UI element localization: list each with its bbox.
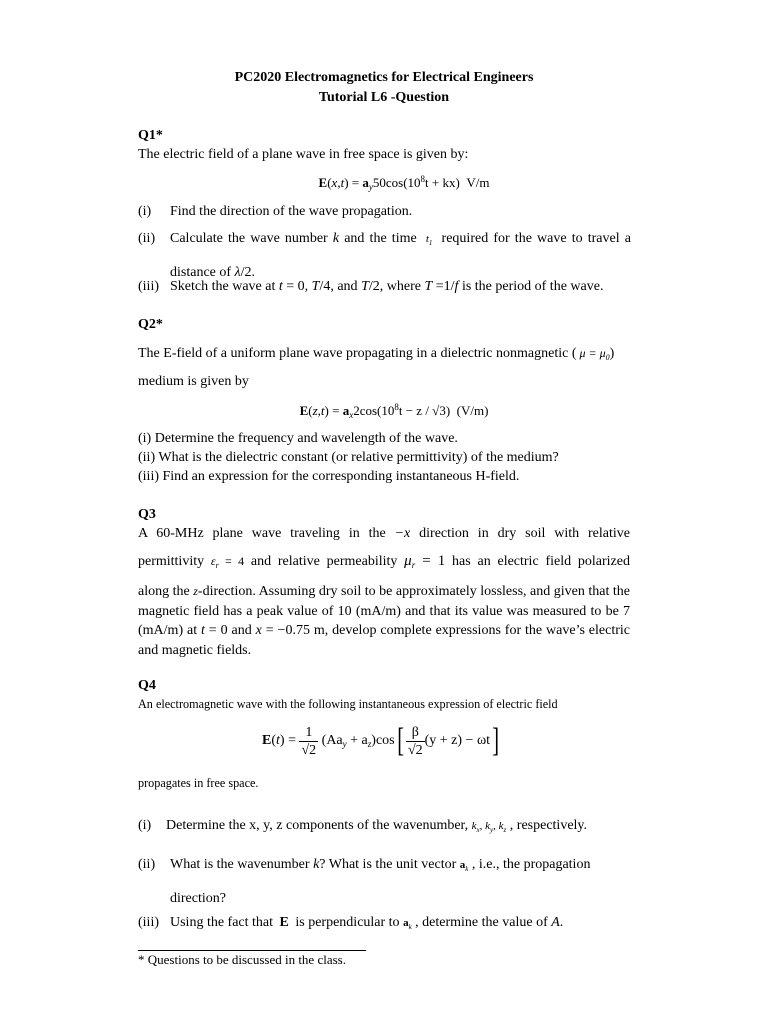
q3-line2-eps-sub: r: [215, 561, 219, 570]
q1-item-3-a: Sketch the wave at: [170, 279, 279, 294]
q1-item-3-c: /4, and: [319, 279, 362, 294]
q4-item-2: [138, 850, 633, 912]
q3-paragraph: [138, 582, 630, 660]
q4-eq-sub-y: y: [342, 739, 347, 749]
q2-eq-a: 2cos(10: [353, 403, 395, 418]
q3-line2-mu: μ: [404, 553, 412, 569]
q3-line3-b: -direction. Assuming dry soil to be approximately lossless, and given that the magnetic field has a peak value of 10 (mA/m) and that its value was measured to be 7 (mA/m) at: [138, 584, 630, 639]
q4-equation: E(t) = $\frac{1}{√2}$ $(Aa_y + a_z)\cos$[ $\frac{\beta}{√2}$ (y + z) − ωt]: [262, 722, 500, 759]
q1-eq-sub: y: [368, 182, 373, 192]
q4-item-1-ky-sub: y: [490, 826, 494, 834]
q1-item-3-T2: T: [361, 279, 369, 294]
q4-item-1-kz-sub: z: [503, 826, 507, 834]
q1-item-3-T4: T: [311, 279, 320, 294]
q4-item-3-num: (iii): [138, 915, 159, 930]
q3-line1-dir: −x: [394, 526, 411, 541]
q2-item-2: (ii) What is the dielectric constant (or relative permittivity) of the medium?: [138, 450, 559, 465]
q4-item-2-b: ? What is the unit vector: [319, 857, 460, 872]
q4-item-3-a: Using the fact that: [170, 915, 277, 930]
q1-item-3-t: t: [278, 279, 283, 294]
q2-intro-mu-sub: 0: [605, 353, 610, 362]
q4-eq-close: )cos: [371, 733, 395, 748]
q4-item-2-text: [170, 850, 631, 914]
q4-item-3: [138, 908, 633, 938]
q3-line2-a: permittivity: [138, 554, 211, 569]
q4-item-3-text: [170, 908, 631, 942]
q4-item-3-a-sub: k: [408, 923, 412, 931]
q4-item-2-a-vec: a: [459, 859, 466, 871]
q3-label: Q3: [138, 507, 156, 522]
q1-item-3-f-text: is the period of the wave.: [458, 279, 604, 294]
q3-line1-a: A 60-MHz plane wave traveling in the: [138, 526, 395, 541]
q4-item-2-a-sub: k: [465, 865, 469, 873]
q1-eq-exp: 8: [420, 174, 426, 184]
q1-item-3-num: (iii): [138, 279, 159, 294]
footnote: * Questions to be discussed in the class.: [138, 952, 346, 967]
q1-item-3: [138, 278, 633, 298]
q1-item-2-num: (ii): [138, 231, 156, 246]
q4-item-1-ky: k: [485, 820, 491, 832]
q4-outro: propagates in free space.: [138, 776, 259, 790]
document-title: PC2020 Electromagnetics for Electrical Engineers: [234, 70, 534, 85]
document-subtitle: Tutorial L6 -Question: [318, 90, 450, 105]
q3-line3-z: z: [193, 584, 198, 598]
q3-line2-mu-val: = 1: [415, 553, 446, 569]
footnote-divider: [138, 950, 366, 951]
q4-item-1-kx-sub: x: [476, 826, 480, 834]
q2-label: Q2*: [138, 317, 163, 332]
q2-item-3: (iii) Find an expression for the corresponding instantaneous H-field.: [138, 469, 520, 484]
q3-line3-d: = −0.75 m, develop complete expressions for the wave’s electric and magnetic fields.: [138, 623, 630, 658]
q1-item-2-t: t: [425, 233, 429, 245]
q4-item-1-b: , respectively.: [506, 818, 588, 833]
q2-intro: [138, 346, 630, 362]
q1-item-1: [138, 197, 633, 227]
q3-line-1: [138, 526, 630, 542]
q1-eq-b: t + kx): [425, 175, 460, 190]
q4-label: Q4: [138, 678, 156, 693]
q4-item-1-num: (i): [138, 818, 152, 833]
q3-line2-c: has an electric field polarized: [445, 554, 630, 569]
q1-item-2-t-sub: 1: [428, 239, 433, 247]
q4-eq-frac1: [299, 724, 318, 759]
q3-line2-mu-sub: r: [411, 560, 416, 570]
q4-eq-frac2-bot: √2: [407, 742, 423, 758]
q4-item-1-kx: k: [471, 820, 477, 832]
q1-item-3-f: f: [454, 279, 459, 294]
q2-eq-sub: x: [349, 410, 354, 420]
q4-eq-frac2: [406, 724, 425, 759]
q4-eq-sub-z: z: [367, 739, 372, 749]
q2-eq-exp: 8: [394, 402, 399, 412]
q1-label: Q1*: [138, 128, 163, 143]
q3-line2-eps: ε: [210, 554, 216, 568]
q4-item-1: [138, 811, 633, 841]
q1-item-3-b: = 0,: [282, 279, 312, 294]
q2-intro-b: ): [609, 346, 615, 361]
q4-item-3-b: is perpendicular to: [291, 915, 404, 930]
q3-line3-t: t: [201, 623, 205, 639]
q1-item-2-c: required for the wave to travel a distance of: [170, 231, 631, 280]
q1-item-2-lambda: λ: [234, 265, 241, 280]
q3-line2-eps-val: = 4: [218, 554, 245, 568]
q1-eq-a: 50cos(10: [372, 175, 421, 190]
q1-item-3-text: [170, 278, 631, 296]
q4-item-3-a-vec: a: [403, 917, 409, 929]
q1-intro: The electric field of a plane wave in free space is given by:: [138, 147, 469, 162]
q4-eq-frac1-top: 1: [299, 724, 318, 742]
q3-line-2: [138, 553, 630, 570]
q4-eq-plus: + a: [346, 733, 368, 748]
q1-item-2-b: and the time: [339, 231, 422, 246]
q4-item-1-a: Determine the x, y, z components of the wavenumber,: [166, 818, 472, 833]
q1-item-2: [138, 224, 633, 284]
q1-item-2-a: Calculate the wave number: [170, 231, 333, 246]
q4-item-2-num: (ii): [138, 857, 156, 872]
q1-equation: $E(x,t) = a_y50\cos(10^8t + kx)$ V/m: [318, 174, 490, 192]
q4-item-3-E: E: [279, 915, 289, 930]
q3-line3-c: = 0 and: [204, 623, 256, 639]
q4-intro: An electromagnetic wave with the following instantaneous expression of electric field: [138, 697, 558, 711]
q4-item-2-k: k: [313, 857, 320, 872]
q1-eq-unit: V/m: [466, 175, 490, 190]
q4-item-3-c: , determine the value of: [411, 915, 552, 930]
q3-line2-b: and relative permeability: [244, 554, 405, 569]
q2-intro-line2: medium is given by: [138, 374, 249, 389]
q1-item-2-d: /2.: [240, 265, 255, 280]
q2-eq-unit: (V/m): [456, 403, 489, 418]
q2-eq-b: t − z / √3): [398, 403, 451, 418]
q2-intro-a: The E-field of a uniform plane wave propagating in a dielectric nonmagnetic (: [138, 346, 577, 361]
q1-item-2-k: k: [332, 231, 340, 246]
q1-item-3-e: =1/: [432, 279, 455, 294]
q4-item-2-c: , i.e., the propagation direction?: [170, 857, 591, 906]
q4-item-2-a: What is the wavenumber: [170, 857, 314, 872]
q3-line1-b: direction in dry soil with relative: [410, 526, 630, 541]
q4-eq-tail: (y + z) − ωt: [424, 733, 491, 748]
q4-item-3-d: .: [559, 915, 564, 930]
q1-item-3-T: T: [424, 279, 433, 294]
q4-eq-frac1-bot: √2: [301, 742, 317, 758]
q3-line3-x: x: [255, 623, 262, 639]
q1-item-1-num: (i): [138, 204, 152, 219]
q4-item-3-A: A: [551, 915, 560, 930]
q4-item-1-text: Determine the x, y, z components of the wavenumber, $k_x$, $k_y$, $k_z$ , respectively.: [166, 818, 588, 834]
q3-line3-a: along the: [138, 584, 194, 599]
q1-item-3-d: /2, where: [368, 279, 425, 294]
q4-eq-frac2-top: β: [406, 724, 425, 742]
q4-item-1-kz: k: [498, 820, 504, 832]
q2-intro-mu: μ = μ: [579, 346, 606, 360]
q1-item-1-text: Find the direction of the wave propagation.: [170, 204, 413, 219]
q2-item-1: (i) Determine the frequency and wavelength of the wave.: [138, 431, 458, 446]
q2-equation: $E(z,t) = a_x2\cos(10^8t - z / √3)$ (V/m): [299, 402, 489, 420]
q4-eq-mid: (Aa: [321, 733, 343, 748]
